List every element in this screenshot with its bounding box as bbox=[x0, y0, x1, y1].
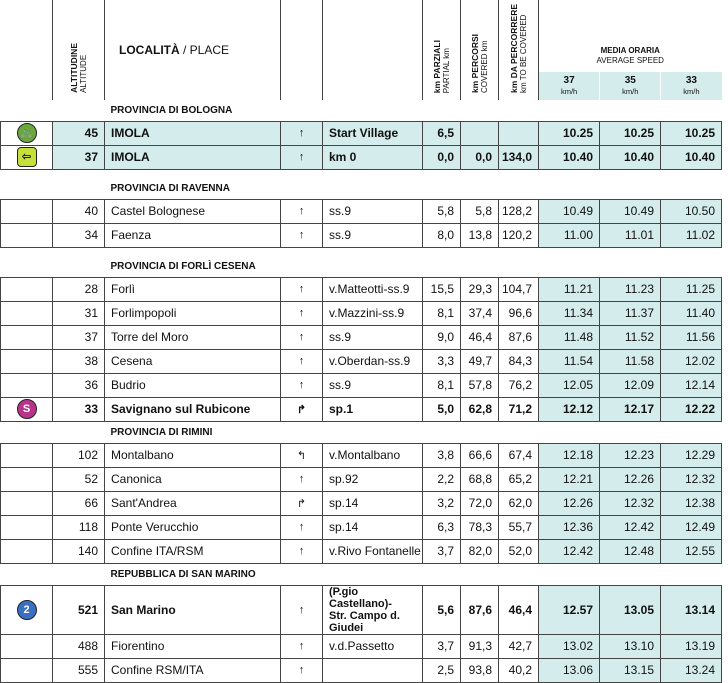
tobe-km: 42,7 bbox=[499, 634, 539, 658]
table-row bbox=[1, 199, 722, 223]
direction-arrow: ↑ bbox=[281, 223, 323, 247]
time-35: 11.01 bbox=[600, 223, 661, 247]
place-name: Budrio bbox=[105, 373, 281, 397]
altitude-value: 102 bbox=[53, 443, 105, 467]
altitude-value: 488 bbox=[53, 634, 105, 658]
tobe-km: 128,2 bbox=[499, 199, 539, 223]
tobe-km: 40,2 bbox=[499, 658, 539, 682]
tobe-km: 67,4 bbox=[499, 443, 539, 467]
road-name: Start Village bbox=[323, 121, 423, 145]
speed-37: 37 bbox=[563, 74, 575, 86]
table-row bbox=[1, 223, 722, 247]
partial-km: 5,6 bbox=[423, 585, 461, 634]
table-row bbox=[1, 585, 722, 634]
time-35: 12.48 bbox=[600, 539, 661, 563]
partial-km: 6,5 bbox=[423, 121, 461, 145]
time-33: 11.25 bbox=[661, 277, 722, 301]
partial-km: 9,0 bbox=[423, 325, 461, 349]
altitude-value: 37 bbox=[53, 325, 105, 349]
cyclist-icon: 🚲 bbox=[17, 123, 37, 143]
place-name: Castel Bolognese bbox=[105, 199, 281, 223]
time-37: 11.48 bbox=[539, 325, 600, 349]
row-icon-cell bbox=[1, 397, 53, 421]
time-33: 11.56 bbox=[661, 325, 722, 349]
place-name: IMOLA bbox=[105, 121, 281, 145]
header-row bbox=[1, 0, 722, 100]
table-row bbox=[1, 397, 722, 421]
section-header bbox=[1, 178, 722, 200]
tobe-km: 46,4 bbox=[499, 585, 539, 634]
section-header bbox=[1, 421, 722, 443]
road-name: sp.1 bbox=[323, 397, 423, 421]
direction-arrow: ↑ bbox=[281, 199, 323, 223]
tobe-km: 96,6 bbox=[499, 301, 539, 325]
section-header bbox=[1, 100, 722, 122]
time-33: 13.14 bbox=[661, 585, 722, 634]
place-name: Confine ITA/RSM bbox=[105, 539, 281, 563]
covered-km: 68,8 bbox=[461, 467, 499, 491]
table-row bbox=[1, 349, 722, 373]
table-row bbox=[1, 443, 722, 467]
time-37: 12.12 bbox=[539, 397, 600, 421]
time-33: 13.24 bbox=[661, 658, 722, 682]
tobe-km: 52,0 bbox=[499, 539, 539, 563]
section-title: PROVINCIA DI RIMINI bbox=[110, 426, 213, 438]
road-name: (P.gio Castellano)- Str. Campo d. Giudei bbox=[323, 585, 423, 634]
speed-33: 33 bbox=[685, 74, 697, 86]
tobe-km: 65,2 bbox=[499, 467, 539, 491]
covered-km: 13,8 bbox=[461, 223, 499, 247]
direction-arrow: ↑ bbox=[281, 585, 323, 634]
tobe-km: 55,7 bbox=[499, 515, 539, 539]
partial-km: 6,3 bbox=[423, 515, 461, 539]
road-name: ss.9 bbox=[323, 325, 423, 349]
covered-km: 57,8 bbox=[461, 373, 499, 397]
altitude-value: 33 bbox=[53, 397, 105, 421]
time-37: 12.42 bbox=[539, 539, 600, 563]
time-35: 10.25 bbox=[600, 121, 661, 145]
covered-km: 5,8 bbox=[461, 199, 499, 223]
time-33: 12.14 bbox=[661, 373, 722, 397]
altitude-header: ALTITUDINE ALTITUDE bbox=[53, 0, 105, 100]
place-name: San Marino bbox=[105, 585, 281, 634]
altitude-value: 66 bbox=[53, 491, 105, 515]
time-37: 12.57 bbox=[539, 585, 600, 634]
altitude-value: 140 bbox=[53, 539, 105, 563]
section-header bbox=[1, 256, 722, 278]
time-37: 13.02 bbox=[539, 634, 600, 658]
place-name: Montalbano bbox=[105, 443, 281, 467]
road-name: v.Montalbano bbox=[323, 443, 423, 467]
covered-km: 49,7 bbox=[461, 349, 499, 373]
direction-arrow: ↑ bbox=[281, 325, 323, 349]
covered-km: 72,0 bbox=[461, 491, 499, 515]
row-icon-cell bbox=[1, 199, 53, 223]
partial-km: 3,2 bbox=[423, 491, 461, 515]
table-row bbox=[1, 634, 722, 658]
partial-km: 0,0 bbox=[423, 145, 461, 169]
covered-km: 82,0 bbox=[461, 539, 499, 563]
partial-km: 3,8 bbox=[423, 443, 461, 467]
covered-km: 93,8 bbox=[461, 658, 499, 682]
partial-km-header: km PARZIALI PARTIAL km bbox=[423, 0, 461, 100]
road-name: v.d.Passetto bbox=[323, 634, 423, 658]
sprint-icon: S bbox=[17, 399, 37, 419]
place-name: Fiorentino bbox=[105, 634, 281, 658]
tobe-km: 104,7 bbox=[499, 277, 539, 301]
partial-km: 2,5 bbox=[423, 658, 461, 682]
road-name: v.Oberdan-ss.9 bbox=[323, 349, 423, 373]
altitude-value: 37 bbox=[53, 145, 105, 169]
altitude-value: 45 bbox=[53, 121, 105, 145]
time-35: 12.32 bbox=[600, 491, 661, 515]
time-33: 10.25 bbox=[661, 121, 722, 145]
section-title: PROVINCIA DI RAVENNA bbox=[110, 182, 230, 194]
partial-km: 8,1 bbox=[423, 373, 461, 397]
time-33: 11.02 bbox=[661, 223, 722, 247]
climb-icon: 2 bbox=[17, 600, 37, 620]
row-icon-cell bbox=[1, 301, 53, 325]
place-name: Cesena bbox=[105, 349, 281, 373]
time-37: 11.21 bbox=[539, 277, 600, 301]
altitude-value: 36 bbox=[53, 373, 105, 397]
time-35: 11.52 bbox=[600, 325, 661, 349]
row-icon-cell bbox=[1, 467, 53, 491]
place-name: Sant'Andrea bbox=[105, 491, 281, 515]
altitude-value: 40 bbox=[53, 199, 105, 223]
row-icon-cell bbox=[1, 325, 53, 349]
partial-km: 2,2 bbox=[423, 467, 461, 491]
covered-km: 87,6 bbox=[461, 585, 499, 634]
time-33: 12.38 bbox=[661, 491, 722, 515]
time-37: 12.21 bbox=[539, 467, 600, 491]
tobe-km: 87,6 bbox=[499, 325, 539, 349]
direction-arrow: ↱ bbox=[281, 397, 323, 421]
place-name: Ponte Verucchio bbox=[105, 515, 281, 539]
time-35: 10.49 bbox=[600, 199, 661, 223]
altitude-value: 118 bbox=[53, 515, 105, 539]
altitude-value: 34 bbox=[53, 223, 105, 247]
time-35: 11.23 bbox=[600, 277, 661, 301]
place-header: LOCALITÀ / PLACE bbox=[105, 0, 281, 100]
altitude-value: 521 bbox=[53, 585, 105, 634]
time-37: 12.26 bbox=[539, 491, 600, 515]
covered-km: 37,4 bbox=[461, 301, 499, 325]
tobe-km: 84,3 bbox=[499, 349, 539, 373]
covered-km: 29,3 bbox=[461, 277, 499, 301]
partial-km: 5,8 bbox=[423, 199, 461, 223]
table-row bbox=[1, 121, 722, 145]
row-icon-cell bbox=[1, 121, 53, 145]
direction-arrow: ↑ bbox=[281, 277, 323, 301]
time-33: 12.32 bbox=[661, 467, 722, 491]
time-35: 13.10 bbox=[600, 634, 661, 658]
tobe-km: 120,2 bbox=[499, 223, 539, 247]
altitude-value: 38 bbox=[53, 349, 105, 373]
row-icon-cell bbox=[1, 277, 53, 301]
partial-km: 8,0 bbox=[423, 223, 461, 247]
section-title: REPUBBLICA DI SAN MARINO bbox=[110, 568, 256, 580]
table-row bbox=[1, 145, 722, 169]
direction-arrow: ↑ bbox=[281, 634, 323, 658]
place-name: Confine RSM/ITA bbox=[105, 658, 281, 682]
tobe-km-header: km DA PERCORRERE km TO BE COVERED bbox=[499, 0, 539, 100]
row-icon-cell bbox=[1, 658, 53, 682]
tobe-km: 76,2 bbox=[499, 373, 539, 397]
road-name: ss.9 bbox=[323, 223, 423, 247]
time-37: 10.40 bbox=[539, 145, 600, 169]
place-name: Savignano sul Rubicone bbox=[105, 397, 281, 421]
place-name: Faenza bbox=[105, 223, 281, 247]
row-icon-cell bbox=[1, 349, 53, 373]
table-row bbox=[1, 301, 722, 325]
time-37: 11.00 bbox=[539, 223, 600, 247]
time-35: 12.09 bbox=[600, 373, 661, 397]
direction-arrow: ↑ bbox=[281, 658, 323, 682]
place-name: Forlì bbox=[105, 277, 281, 301]
road-name: sp.92 bbox=[323, 467, 423, 491]
table-row bbox=[1, 325, 722, 349]
table-row bbox=[1, 491, 722, 515]
row-icon-cell bbox=[1, 515, 53, 539]
direction-arrow: ↱ bbox=[281, 491, 323, 515]
partial-km: 3,7 bbox=[423, 539, 461, 563]
partial-km: 5,0 bbox=[423, 397, 461, 421]
time-33: 12.29 bbox=[661, 443, 722, 467]
road-name: v.Mazzini-ss.9 bbox=[323, 301, 423, 325]
direction-arrow: ↑ bbox=[281, 121, 323, 145]
road-name: km 0 bbox=[323, 145, 423, 169]
time-33: 12.02 bbox=[661, 349, 722, 373]
spacer bbox=[1, 247, 722, 256]
direction-arrow: ↑ bbox=[281, 515, 323, 539]
time-35: 10.40 bbox=[600, 145, 661, 169]
covered-km: 0,0 bbox=[461, 145, 499, 169]
section-title: PROVINCIA DI FORLÌ CESENA bbox=[110, 260, 256, 272]
covered-km: 66,6 bbox=[461, 443, 499, 467]
partial-km: 15,5 bbox=[423, 277, 461, 301]
direction-arrow: ↑ bbox=[281, 373, 323, 397]
direction-arrow: ↰ bbox=[281, 443, 323, 467]
table-row bbox=[1, 539, 722, 563]
covered-km: 91,3 bbox=[461, 634, 499, 658]
table-row bbox=[1, 277, 722, 301]
covered-km bbox=[461, 121, 499, 145]
table-row bbox=[1, 467, 722, 491]
altitude-value: 28 bbox=[53, 277, 105, 301]
time-37: 11.34 bbox=[539, 301, 600, 325]
altitude-value: 555 bbox=[53, 658, 105, 682]
direction-arrow: ↑ bbox=[281, 539, 323, 563]
time-37: 10.25 bbox=[539, 121, 600, 145]
time-37: 11.54 bbox=[539, 349, 600, 373]
time-33: 12.49 bbox=[661, 515, 722, 539]
time-35: 12.17 bbox=[600, 397, 661, 421]
row-icon-cell bbox=[1, 443, 53, 467]
time-33: 10.40 bbox=[661, 145, 722, 169]
spacer bbox=[1, 169, 722, 178]
road-name: sp.14 bbox=[323, 491, 423, 515]
place-name: Forlimpopoli bbox=[105, 301, 281, 325]
table-row bbox=[1, 658, 722, 682]
table-row bbox=[1, 515, 722, 539]
road-name: v.Matteotti-ss.9 bbox=[323, 277, 423, 301]
time-35: 12.26 bbox=[600, 467, 661, 491]
time-33: 11.40 bbox=[661, 301, 722, 325]
place-name: Canonica bbox=[105, 467, 281, 491]
row-icon-cell bbox=[1, 223, 53, 247]
partial-km: 8,1 bbox=[423, 301, 461, 325]
partial-km: 3,7 bbox=[423, 634, 461, 658]
time-37: 12.36 bbox=[539, 515, 600, 539]
time-37: 12.05 bbox=[539, 373, 600, 397]
tobe-km bbox=[499, 121, 539, 145]
time-35: 13.05 bbox=[600, 585, 661, 634]
table-row bbox=[1, 373, 722, 397]
tobe-km: 62,0 bbox=[499, 491, 539, 515]
time-35: 11.37 bbox=[600, 301, 661, 325]
direction-arrow: ↑ bbox=[281, 301, 323, 325]
partial-km: 3,3 bbox=[423, 349, 461, 373]
place-name: IMOLA bbox=[105, 145, 281, 169]
speed-35: 35 bbox=[624, 74, 636, 86]
time-33: 12.22 bbox=[661, 397, 722, 421]
covered-km-header: km PERCORSI COVERED km bbox=[461, 0, 499, 100]
average-speed-header: MEDIA ORARIA AVERAGE SPEED 37 km/h 35 km/h 33 km/h bbox=[539, 0, 722, 100]
row-icon-cell bbox=[1, 491, 53, 515]
time-37: 10.49 bbox=[539, 199, 600, 223]
time-35: 13.15 bbox=[600, 658, 661, 682]
direction-arrow: ↑ bbox=[281, 349, 323, 373]
time-37: 13.06 bbox=[539, 658, 600, 682]
tobe-km: 134,0 bbox=[499, 145, 539, 169]
time-33: 13.19 bbox=[661, 634, 722, 658]
row-icon-cell bbox=[1, 539, 53, 563]
altitude-value: 31 bbox=[53, 301, 105, 325]
road-name: sp.14 bbox=[323, 515, 423, 539]
time-37: 12.18 bbox=[539, 443, 600, 467]
road-name: v.Rivo Fontanelle bbox=[323, 539, 423, 563]
time-35: 12.42 bbox=[600, 515, 661, 539]
section-title: PROVINCIA DI BOLOGNA bbox=[110, 104, 233, 116]
covered-km: 78,3 bbox=[461, 515, 499, 539]
covered-km: 62,8 bbox=[461, 397, 499, 421]
row-icon-cell bbox=[1, 145, 53, 169]
place-name: Torre del Moro bbox=[105, 325, 281, 349]
road-name: ss.9 bbox=[323, 373, 423, 397]
covered-km: 46,4 bbox=[461, 325, 499, 349]
tobe-km: 71,2 bbox=[499, 397, 539, 421]
start-flag-icon: ⇦ bbox=[17, 147, 37, 167]
time-35: 11.58 bbox=[600, 349, 661, 373]
direction-arrow: ↑ bbox=[281, 467, 323, 491]
section-header bbox=[1, 563, 722, 585]
row-icon-cell bbox=[1, 373, 53, 397]
road-name: ss.9 bbox=[323, 199, 423, 223]
time-33: 10.50 bbox=[661, 199, 722, 223]
row-icon-cell bbox=[1, 585, 53, 634]
road-name bbox=[323, 658, 423, 682]
time-35: 12.23 bbox=[600, 443, 661, 467]
altitude-value: 52 bbox=[53, 467, 105, 491]
row-icon-cell bbox=[1, 634, 53, 658]
time-33: 12.55 bbox=[661, 539, 722, 563]
direction-arrow: ↑ bbox=[281, 145, 323, 169]
